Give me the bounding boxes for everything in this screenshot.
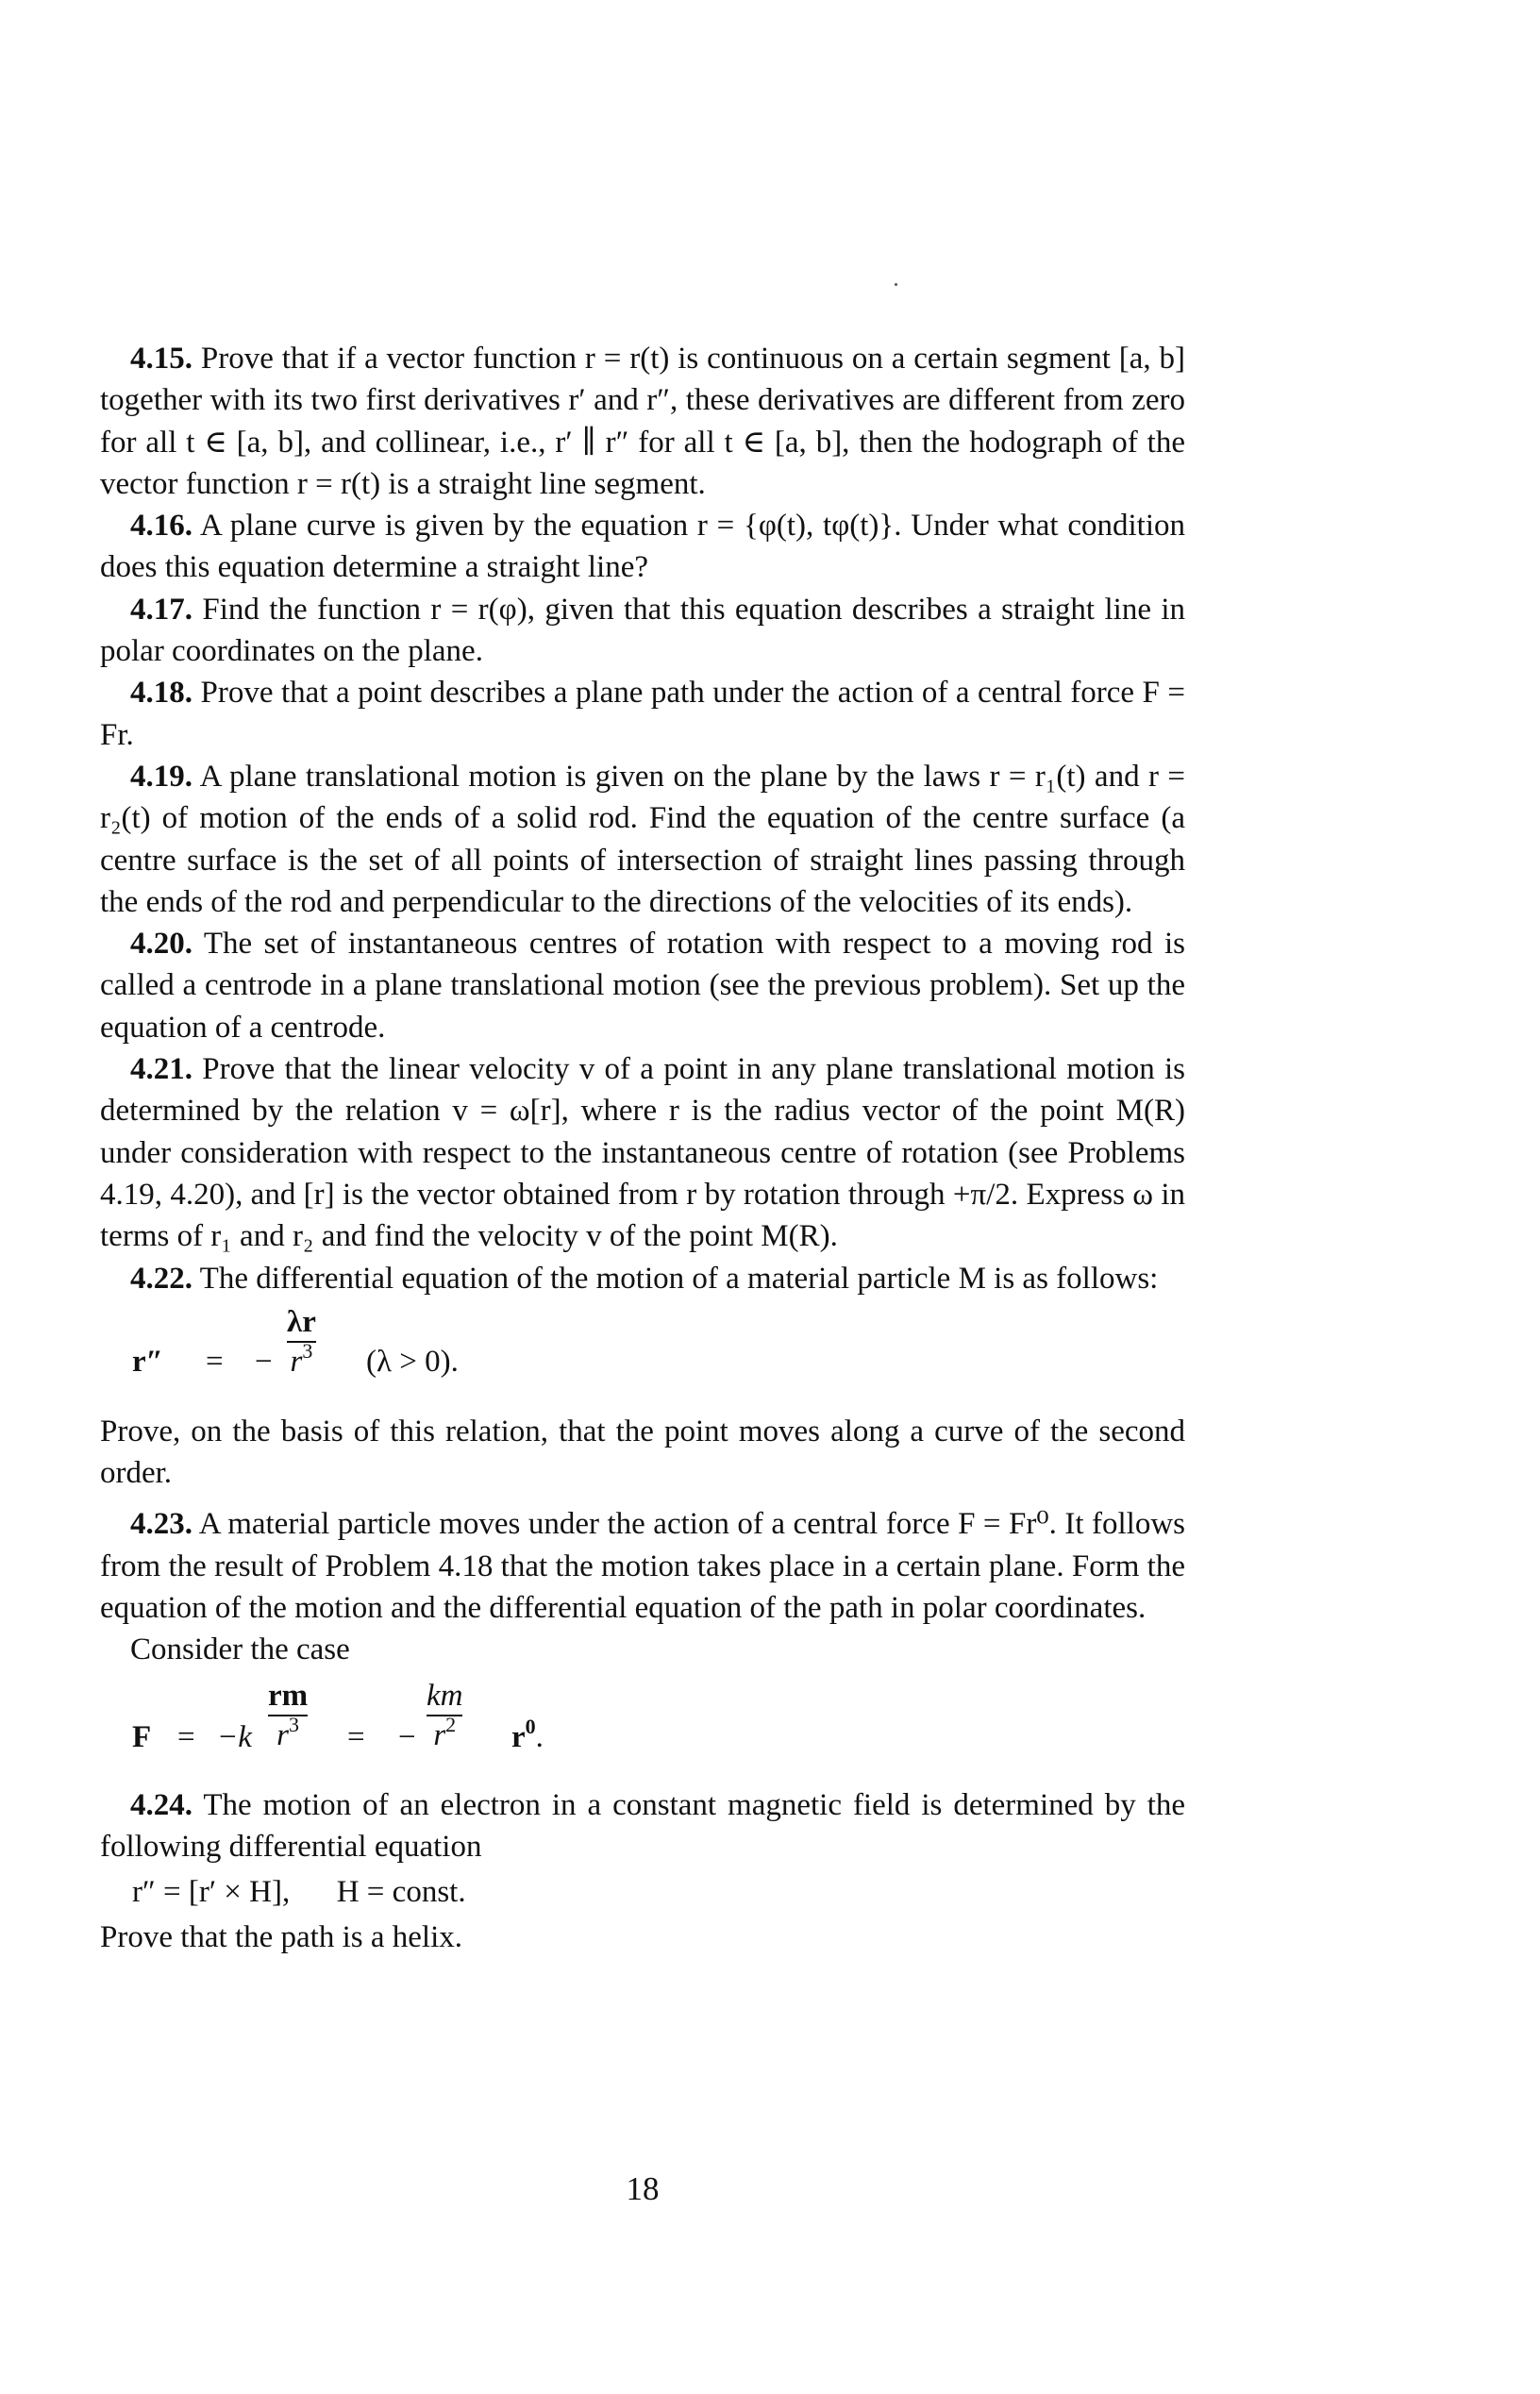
period: . (535, 1719, 544, 1754)
problem-4-18 (100, 672, 1185, 756)
problem-number: 4.21. (130, 1052, 192, 1087)
problem-number: 4.18. (130, 676, 192, 711)
formula-lhs: F (132, 1719, 152, 1754)
formula-tail (511, 1716, 544, 1761)
page-body (100, 338, 1185, 1959)
problem-number: 4.15. (130, 342, 192, 376)
formula-4-22 (100, 1299, 1185, 1411)
problem-number: 4.19. (130, 759, 192, 794)
formula-condition: (λ > 0). (366, 1344, 459, 1379)
fraction-numerator: km (427, 1678, 463, 1713)
fraction-numerator: rm (268, 1678, 309, 1713)
fraction-numerator: λr (287, 1304, 316, 1339)
problem-4-15 (100, 338, 1185, 505)
problem-text: A plane curve is given by the equation r = {φ(t), tφ(t)}. Under what condition does this equation determine a straight line? (100, 509, 1185, 585)
problem-text: A plane translational motion is given on the plane by the laws r = r₁(t) and r = r₂(t) of motion of the ends of a solid rod. Find the equation of the centre surface (a centre surface is the set of all points of intersection of straight lines passing through the ends of the rod and perpendicular to the directions of the velocities of its ends). (100, 759, 1185, 919)
exponent: 0 (525, 1714, 536, 1738)
problem-text: Prove that a point describes a plane path under the action of a central force F = Fr. (100, 676, 1186, 752)
fraction (287, 1305, 316, 1381)
consider-line: Consider the case (130, 1632, 350, 1667)
problem-text: Find the function r = r(φ), given that this equation describes a straight line in polar coordinates on the plane. (100, 592, 1186, 669)
problem-4-23 (100, 1503, 1185, 1629)
problem-4-19 (100, 756, 1185, 923)
page-number: 18 (626, 2170, 660, 2207)
formula-equals: = (206, 1344, 224, 1379)
fraction-denominator: r (433, 1717, 446, 1752)
problem-text: The set of instantaneous centres of rotation with respect to a moving rod is called a centrode in a plane translational motion (see the previous problem). Set up the equation of a centrode. (100, 927, 1186, 1045)
formula-minus: − (398, 1719, 416, 1754)
exponent: 3 (302, 1338, 313, 1363)
formula-minus: − (255, 1344, 273, 1379)
problem-number: 4.16. (130, 509, 192, 544)
problem-text: Prove that if a vector function r = r(t) is continuous on a certain segment [a, b] together with its two first derivatives r′ and r″, these derivatives are different from zero for all t ∈ [a, b], and collinear, i.e., r′ ∥ r″ for all t ∈ [a, b], then the hodograph of the vector function r = r(t) is a straight line segment. (100, 342, 1186, 501)
problem-4-24 (100, 1784, 1185, 1868)
formula-lhs: r″ (132, 1344, 163, 1379)
problem-number: 4.17. (130, 592, 192, 627)
fraction (268, 1679, 308, 1755)
problem-text: Prove that the linear velocity v of a point in any plane translational motion is determined by the relation v = ω[r], where r is the radius vector of the point M(R) under consideration with respect to the instantaneous centre of rotation (see Problems 4.19, 4.20), and [r] is the vector obtained from r by rotation through +π/2. Express ω in terms of r₁ and r₂ and find the velocity v of the point M(R). (100, 1052, 1186, 1254)
problem-number: 4.23. (130, 1507, 192, 1542)
unit-vector: r (511, 1719, 526, 1754)
fraction (427, 1679, 462, 1755)
problem-4-20 (100, 923, 1185, 1048)
formula-equals: = (347, 1719, 365, 1754)
exponent: 2 (445, 1712, 457, 1736)
problem-text: A material particle moves under the action of a central force F = Fr⁰. It follows from the result of Problem 4.18 that the motion takes place in a certain plane. Form the equation of the motion and the differential equation of the path in polar coordinates. (100, 1507, 1185, 1626)
fraction-denominator: r (276, 1717, 289, 1752)
after-4-24: Prove that the path is a helix. (100, 1920, 462, 1955)
formula-equals: = (177, 1719, 195, 1754)
problem-4-22 (100, 1258, 1185, 1299)
after-4-22: Prove, on the basis of this relation, that the point moves along a curve of the second order. (100, 1414, 1185, 1491)
fraction-denominator: r (290, 1344, 303, 1379)
problem-number: 4.22. (130, 1261, 192, 1296)
problem-4-17 (100, 589, 1185, 673)
formula-4-23 (100, 1671, 1185, 1784)
problem-text: The motion of an electron in a constant magnetic field is determined by the following differential equation (100, 1787, 1186, 1864)
speck (895, 283, 897, 286)
problem-4-21 (100, 1048, 1185, 1257)
formula-coefficient: −k (217, 1719, 252, 1754)
problem-number: 4.24. (130, 1787, 192, 1822)
problem-number: 4.20. (130, 927, 192, 962)
problem-4-16 (100, 505, 1185, 589)
problem-text: The differential equation of the motion of a material particle M is as follows: (199, 1261, 1159, 1296)
exponent: 3 (288, 1712, 299, 1736)
formula-4-24: r″ = [r′ × H], H = const. (132, 1875, 466, 1910)
